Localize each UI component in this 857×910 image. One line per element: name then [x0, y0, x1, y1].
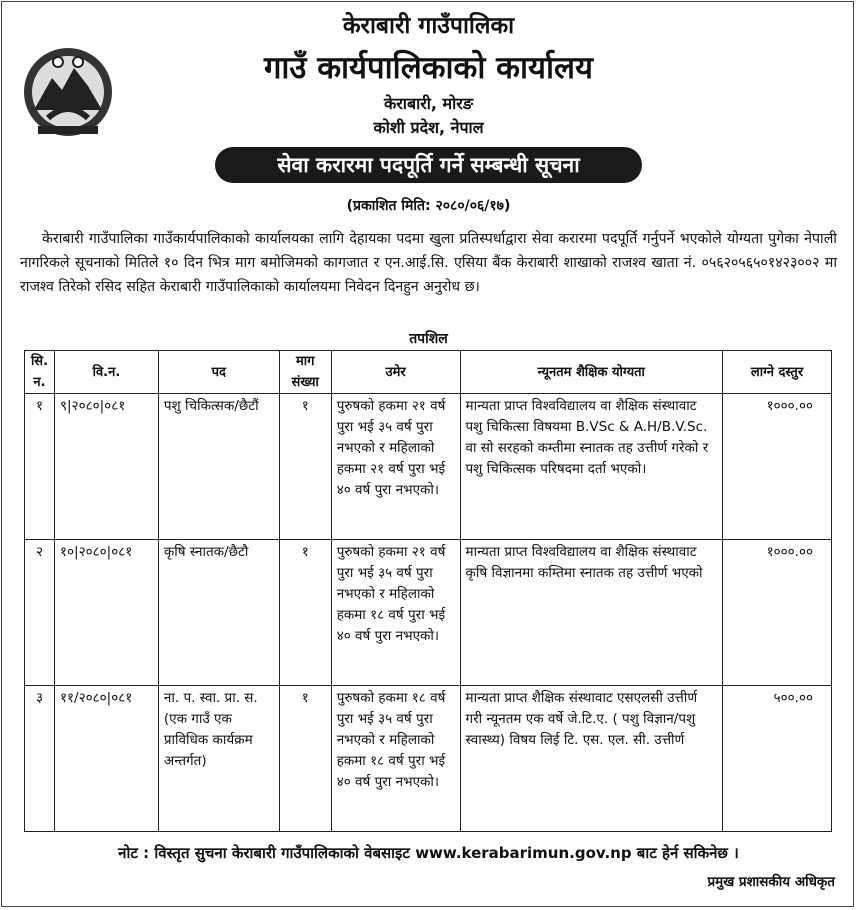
cell-vn: ९|२०८०|०८१	[54, 394, 158, 540]
cell-qualification: मान्यता प्राप्त विश्वविद्यालय वा शैक्षिक संस्थावाट पशु चिकित्सा विषयमा B.VSc & A.H/B.V.Sc. वा सो सरहको कम्तीमा स्नातक तह उत्तीर्ण गरेको र पशु चिकित्सक परिषदमा दर्ता भएको।	[460, 394, 723, 540]
cell-post: कृषि स्नातक/छैटौ	[158, 540, 279, 686]
address-line-2: कोशी प्रदेश, नेपाल	[373, 118, 484, 137]
header-qualification: न्यूनतम शैक्षिक योग्यता	[460, 351, 723, 394]
header-age: उमेर	[331, 351, 460, 394]
table-row	[25, 394, 832, 540]
municipality-name: केराबारी गाउँपालिका	[342, 13, 515, 39]
vacancy-table	[24, 350, 832, 832]
footer-note: नोट : विस्तृत सुचना केराबारी गाउँपालिकाको वेबसाइट www.kerabarimun.gov.np बाट हेर्न सकिनेछ ।	[118, 844, 739, 862]
office-name: गाउँ कार्यपालिकाको कार्यालय	[263, 50, 594, 86]
signatory-title: प्रमुख प्रशासकीय अधिकृत	[707, 874, 835, 890]
cell-vn: १०|२०८०|०८१	[54, 540, 158, 686]
cell-sn: ३	[25, 686, 55, 832]
cell-vn: ११/२०८०|०८१	[54, 686, 158, 832]
notice-title: सेवा करारमा पदपूर्ति गर्ने सम्बन्धी सूचना	[215, 147, 642, 183]
cell-fee: १०००.००	[723, 394, 832, 540]
notice-body: केराबारी गाउँपालिका गाउँकार्यपालिकाको कार्यालयका लागि देहायका पदमा खुला प्रतिस्पर्धाद्वारा सेवा करारमा पदपूर्ति गर्नुपर्ने भएकोले योग्यता पुगेका नेपाली नागरिकले सूचनाको मितिले १० दिन भित्र माग बमोजिमको कागजात र एन.आई.सि. एसिया बैंक केराबारी शाखाको राजश्व खाता नं. ०५६२०५६५०१४२३००२ मा राजश्व तिरेको रसिद सहित केराबारी गाउँपालिकाको कार्यालयमा निवेदन दिनहुन अनुरोध छ।	[20, 231, 837, 295]
cell-age: पुरुषको हकमा २१ वर्ष पुरा भई ३५ वर्ष पुरा नभएको र महिलाको हकमा २१ वर्ष पुरा भई ४० वर्ष पुरा नभएको।	[331, 394, 460, 540]
cell-demand: १	[279, 686, 331, 832]
cell-age: पुरुषको हकमा २१ वर्ष पुरा भई ३५ वर्ष पुरा नभएको र महिलाको हकमा १८ वर्ष पुरा भई ४० वर्ष पुरा नभएको।	[331, 540, 460, 686]
published-date: (प्रकाशित मिति: २०८०/०६/१७)	[346, 198, 511, 214]
header-vn: वि.न.	[54, 351, 158, 394]
table-header-row	[25, 351, 832, 394]
table-caption: तपशिल	[409, 331, 448, 347]
cell-sn: १	[25, 394, 55, 540]
cell-demand: १	[279, 394, 331, 540]
cell-qualification: मान्यता प्राप्त शैक्षिक संस्थावाट एसएलसी उत्तीर्ण गरी न्यूनतम एक वर्षे जे.टि.ए. ( पशु विज्ञान/पशु स्वास्थ्य) विषय लिई टि. एस. एल. सी. उत्तीर्ण	[460, 686, 723, 832]
header-fee: लाग्ने दस्तुर	[723, 351, 832, 394]
table-row	[25, 686, 832, 832]
header-post: पद	[158, 351, 279, 394]
cell-fee: ५००.००	[723, 686, 832, 832]
cell-fee: १०००.००	[723, 540, 832, 686]
table-row	[25, 540, 832, 686]
cell-sn: २	[25, 540, 55, 686]
cell-post: पशु चिकित्सक/छैटौं	[158, 394, 279, 540]
cell-qualification: मान्यता प्राप्त विश्वविद्यालय वा शैक्षिक संस्थावाट कृषि विज्ञानमा कम्तिमा स्नातक तह उत्तीर्ण भएको	[460, 540, 723, 686]
address-line-1: केराबारी, मोरङ	[383, 94, 474, 113]
cell-demand: १	[279, 540, 331, 686]
cell-age: पुरुषको हकमा १८ वर्ष पुरा भई ३५ वर्ष पुरा नभएको र महिलाको हकमा १८ वर्ष पुरा भई ४० वर्ष पुरा नभएको।	[331, 686, 460, 832]
header-demand: माग संख्या	[279, 351, 331, 394]
cell-post: ना. प. स्वा. प्रा. स. (एक गाउँ एक प्राविधिक कार्यक्रम अन्तर्गत)	[158, 686, 279, 832]
header-sn: सि. न.	[25, 351, 55, 394]
